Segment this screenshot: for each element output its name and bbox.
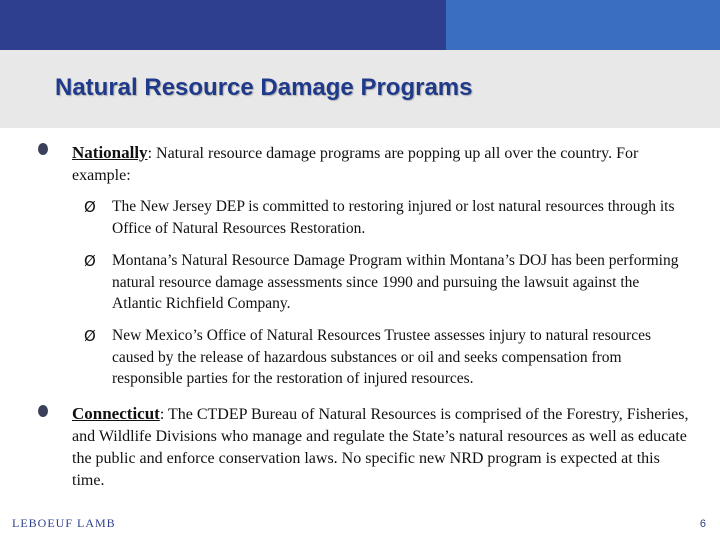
bullet-dot [38, 143, 48, 155]
bullet-lead: Nationally [72, 143, 148, 162]
header-bar-dark [0, 0, 446, 50]
arrow-bullet-icon: Ø [84, 198, 96, 216]
bullet-lead: Connecticut [72, 404, 160, 423]
sub-item-montana: Montana’s Natural Resource Damage Program within Montana’s DOJ has been performing natural resource damage assessments since 1990 and pursuing the lawsuit against the Atlantic Richfield Company. [112, 252, 679, 312]
header-bar-light [446, 0, 720, 50]
arrow-bullet-icon: Ø [84, 252, 96, 270]
bullet-text: : Natural resource damage programs are popping up all over the country. For example: [72, 145, 639, 184]
bullet-nationally [72, 142, 692, 187]
arrow-bullet-icon: Ø [84, 327, 96, 345]
bullet-connecticut [72, 403, 692, 492]
page-number: 6 [699, 518, 706, 530]
footer-logo: LEBOEUF LAMB [12, 516, 116, 530]
slide-title: Natural Resource Damage Programs [55, 74, 473, 101]
sub-item-new-mexico: New Mexico’s Office of Natural Resources Trustee assesses injury to natural resources caused by the release of hazardous substances or oil and seeks compensation from responsible parties for the restoration of injured resources. [112, 327, 652, 387]
sub-item-new-jersey: The New Jersey DEP is committed to restoring injured or lost natural resources through its Office of Natural Resources Restoration. [112, 198, 675, 237]
bullet-dot [38, 405, 48, 417]
bullet-text: : The CTDEP Bureau of Natural Resources is comprised of the Forestry, Fisheries, and Wildlife Divisions who manage and regulate the State’s natural resources as well as educate the public and enforce conservation laws. No specific new NRD program is expected at this time. [72, 406, 689, 489]
